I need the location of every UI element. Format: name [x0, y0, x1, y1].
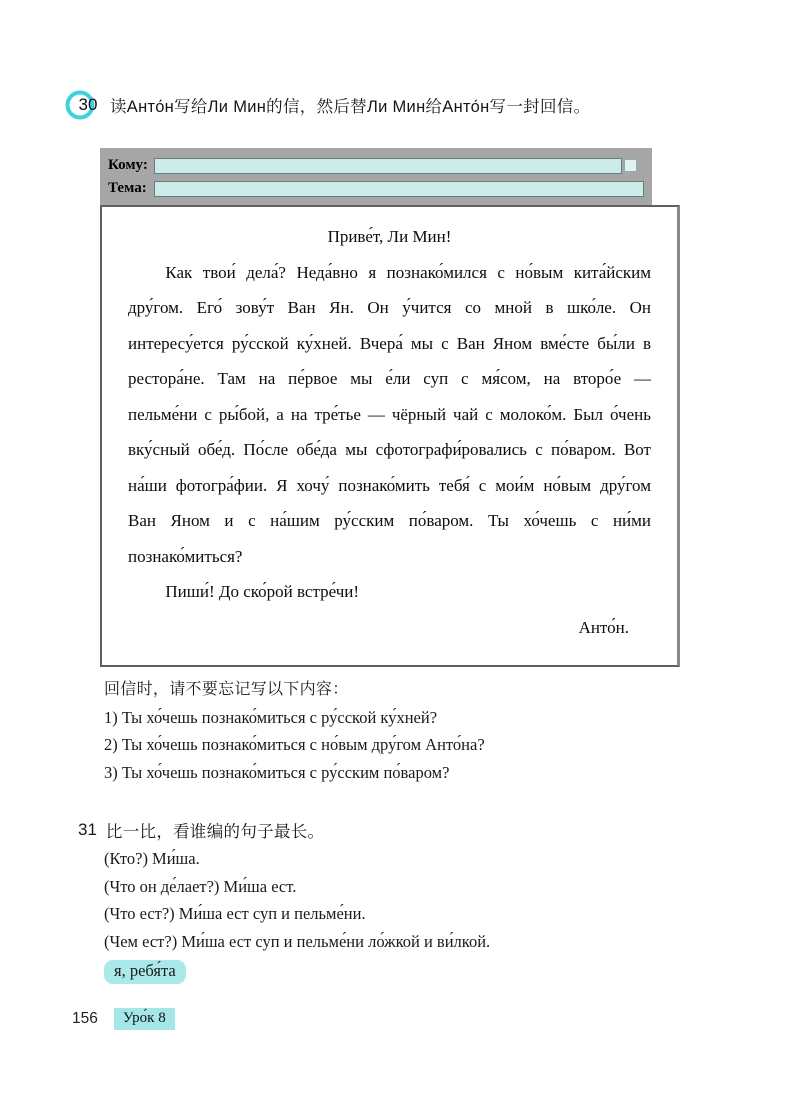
letter-signature: Анто́н. — [578, 617, 629, 637]
exercise-30-badge — [70, 89, 106, 121]
letter-greeting: Приве́т, Ли Мин! — [327, 227, 452, 246]
reply-note-item-3: 3) Ты хо́чешь познако́миться с ру́сским по́варом? — [104, 762, 450, 782]
page-number: 156 — [72, 1010, 98, 1027]
exercise-31 — [78, 818, 490, 984]
exercise-31-number: 31 — [78, 820, 97, 839]
exercise-31-line-2: (Что он де́лает?) Ми́ша ест. — [104, 876, 297, 896]
exercise-31-line-4: (Чем ест?) Ми́ша ест суп и пельме́ни ло́жкой и ви́лкой. — [104, 931, 491, 951]
subject-field-row — [108, 177, 644, 200]
letter-paragraph: Как твои́ дела́? Неда́вно я познако́мился с но́вым кита́йским дру́гом. Его́ зову́т Ван Ян. Он у́чится со мной в шко́ле. Он интересу́ется ру́сской ку́хней. Вчера́ мы с Ван Яном вме́сте бы́ли в рестора́не. Там на пе́рвое мы е́ли суп с мя́сом, на второ́е — пельме́ни с ры́бой, а на тре́тье — чёрный чай с молоко́м. Был о́чень вку́сный обе́д. По́сле обе́да мы сфотографи́ровались с по́варом. Вот на́ши фотогра́фии. Я хочу́ познако́мить тебя́ с мои́м но́вым дру́гом Ван Яном и с на́шим ру́сским по́варом. Ты хо́чешь с ни́ми познако́миться? — [128, 262, 651, 566]
exercise-30-number: 30 — [78, 95, 98, 114]
reply-note-item-2: 2) Ты хо́чешь познако́миться с но́вым дру́гом Анто́на? — [104, 735, 485, 754]
page-footer — [72, 1008, 175, 1030]
exercise-30-instruction: 读Анто́н写给Ли Мин的信，然后替Ли Мин给Анто́н写一封回信。 — [110, 98, 591, 116]
subject-label: Тема: — [108, 180, 147, 196]
reply-notes-intro: 回信时，请不要忘记写以下内容： — [104, 681, 349, 698]
exercise-31-line-1: (Кто?) Ми́ша. — [104, 849, 200, 868]
hint-words-highlight: я, ребя́та — [104, 960, 186, 984]
to-field-button[interactable] — [624, 159, 637, 172]
lesson-badge: Уро́к 8 — [114, 1008, 175, 1030]
to-field-row — [108, 154, 644, 177]
to-label: Кому: — [108, 157, 148, 173]
exercise-31-header — [78, 818, 490, 842]
exercise-31-instruction: 比一比，看谁编的句子最长。 — [105, 823, 325, 841]
reply-notes — [104, 676, 485, 786]
email-header — [100, 148, 652, 205]
exercise-31-line-3: (Что ест?) Ми́ша ест суп и пельме́ни. — [104, 904, 366, 923]
subject-input[interactable] — [154, 181, 644, 197]
to-input[interactable] — [154, 158, 622, 174]
exercise-30-header — [70, 89, 590, 121]
letter-body — [100, 205, 680, 667]
letter-closing: Пиши́! До ско́рой встре́чи! — [165, 582, 360, 601]
email-mockup — [100, 148, 680, 667]
reply-note-item-1: 1) Ты хо́чешь познако́миться с ру́сской ку́хней? — [104, 707, 438, 727]
